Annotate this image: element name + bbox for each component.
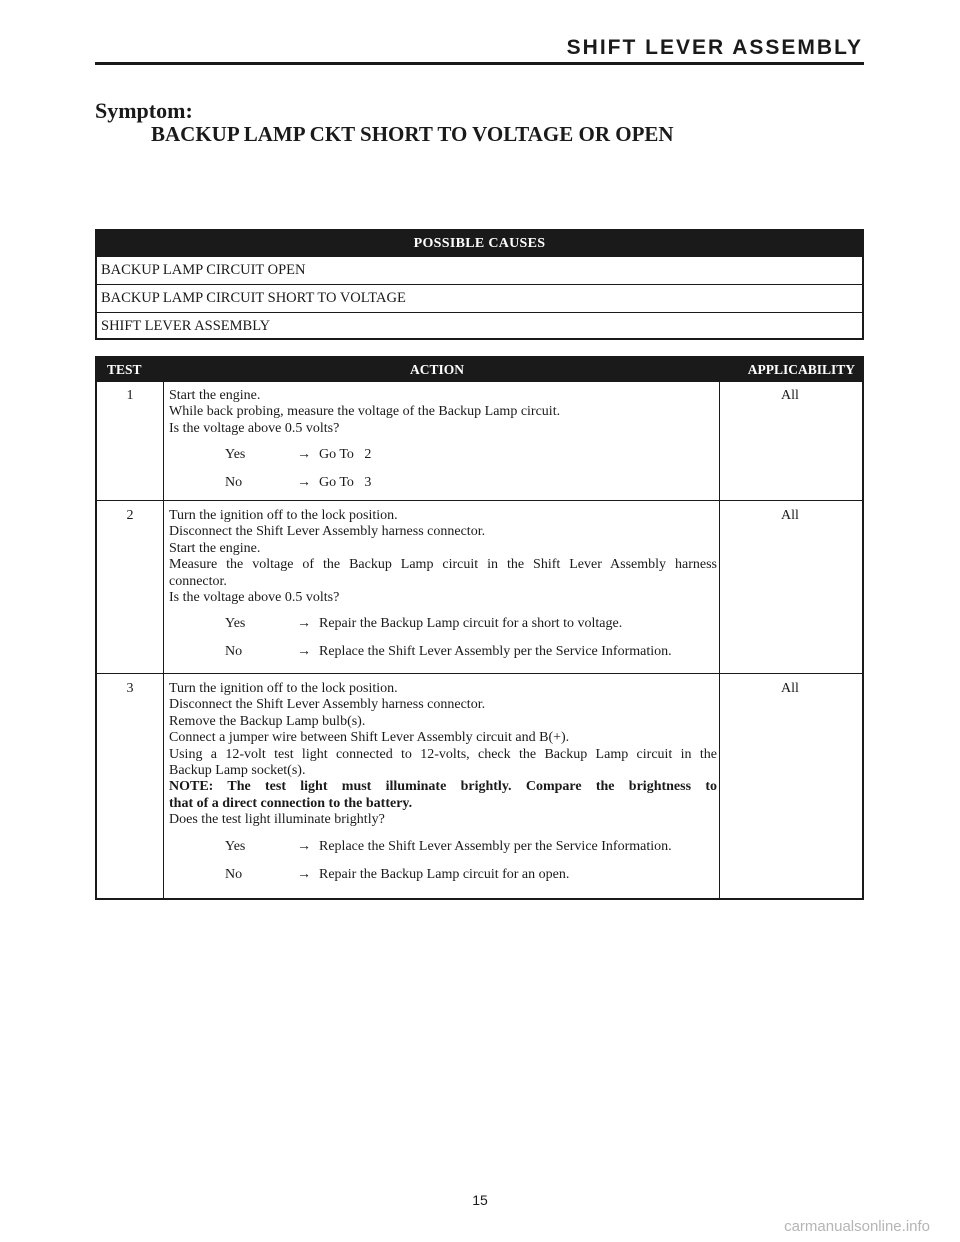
outcome-result: Go To 2 xyxy=(319,447,372,463)
outcome-result: Replace the Shift Lever Assembly per the Service Information. xyxy=(319,644,672,660)
arrow-icon: → xyxy=(297,447,311,463)
possible-causes-box xyxy=(95,229,864,340)
column-divider xyxy=(719,382,720,898)
test-action xyxy=(169,508,717,672)
arrow-icon: → xyxy=(297,866,311,882)
cause-item: BACKUP LAMP CIRCUIT SHORT TO VOLTAGE xyxy=(97,285,862,313)
action-line: Start the engine. xyxy=(169,540,261,556)
cause-item: SHIFT LEVER ASSEMBLY xyxy=(101,318,271,334)
outcome-label: Yes xyxy=(225,447,246,463)
arrow-icon: → xyxy=(297,838,311,854)
action-line: Does the test light illuminate brightly? xyxy=(169,812,385,828)
outcome-no xyxy=(169,867,717,895)
outcome-no xyxy=(169,644,717,672)
action-line: Backup Lamp socket(s). xyxy=(169,763,306,779)
note-line: NOTE: The test light must illuminate brightly. Compare the brightness to xyxy=(169,779,717,795)
test-table-header xyxy=(97,358,862,382)
possible-causes-header: POSSIBLE CAUSES xyxy=(97,231,862,257)
action-line: Disconnect the Shift Lever Assembly harness connector. xyxy=(169,524,486,540)
outcome-label: No xyxy=(225,644,243,660)
arrow-icon: → xyxy=(297,475,311,491)
action-line: Remove the Backup Lamp bulb(s). xyxy=(169,713,366,729)
outcome-result: Repair the Backup Lamp circuit for a short to voltage. xyxy=(319,616,623,632)
outcome-label: Yes xyxy=(225,616,246,632)
outcome-label: No xyxy=(225,475,243,491)
outcome-yes xyxy=(169,447,717,475)
symptom-label: Symptom: xyxy=(95,98,193,123)
test-number: 1 xyxy=(126,388,134,403)
action-line: Disconnect the Shift Lever Assembly harness connector. xyxy=(169,697,486,713)
action-line: Is the voltage above 0.5 volts? xyxy=(169,590,340,606)
header-action: ACTION xyxy=(410,362,465,377)
action-line: Measure the voltage of the Backup Lamp circuit in the Shift Lever Assembly harness xyxy=(169,557,717,573)
column-divider xyxy=(163,382,164,898)
note-line: that of a direct connection to the battery. xyxy=(169,795,413,811)
watermark: carmanualsonline.info xyxy=(784,1218,930,1235)
page-number: 15 xyxy=(472,1192,488,1208)
section-title: SHIFT LEVER ASSEMBLY xyxy=(566,36,863,59)
action-line: Start the engine. xyxy=(169,388,261,403)
action-line: Using a 12-volt test light connected to 12-volts, check the Backup Lamp circuit in the xyxy=(169,746,717,762)
action-line: Turn the ignition off to the lock position. xyxy=(169,681,398,696)
test-action xyxy=(169,681,717,895)
row-divider xyxy=(97,673,862,674)
outcome-yes xyxy=(169,616,717,644)
outcome-result: Go To 3 xyxy=(319,475,372,491)
test-number: 2 xyxy=(126,508,134,523)
outcome-yes xyxy=(169,839,717,867)
action-line: Turn the ignition off to the lock position. xyxy=(169,508,398,523)
outcome-result: Repair the Backup Lamp circuit for an open. xyxy=(319,866,570,882)
symptom-text: BACKUP LAMP CKT SHORT TO VOLTAGE OR OPEN xyxy=(151,122,674,146)
applicability: All xyxy=(781,388,799,403)
arrow-icon: → xyxy=(297,644,311,660)
action-line: Is the voltage above 0.5 volts? xyxy=(169,420,340,436)
applicability: All xyxy=(781,681,799,696)
row-divider xyxy=(97,500,862,501)
outcome-label: Yes xyxy=(225,838,246,854)
applicability: All xyxy=(781,508,799,523)
action-line: Connect a jumper wire between Shift Lever Assembly circuit and B(+). xyxy=(169,730,570,746)
title-rule xyxy=(95,62,864,65)
action-line: While back probing, measure the voltage of the Backup Lamp circuit. xyxy=(169,404,561,420)
header-test: TEST xyxy=(107,362,142,377)
diagnostic-test-table xyxy=(95,356,864,900)
action-line: connector. xyxy=(169,573,227,589)
outcome-result: Replace the Shift Lever Assembly per the Service Information. xyxy=(319,838,672,854)
arrow-icon: → xyxy=(297,616,311,632)
test-action xyxy=(169,388,717,503)
test-number: 3 xyxy=(126,681,134,696)
cause-item: BACKUP LAMP CIRCUIT OPEN xyxy=(97,257,862,285)
header-applicability: APPLICABILITY xyxy=(747,362,855,377)
outcome-label: No xyxy=(225,866,243,882)
